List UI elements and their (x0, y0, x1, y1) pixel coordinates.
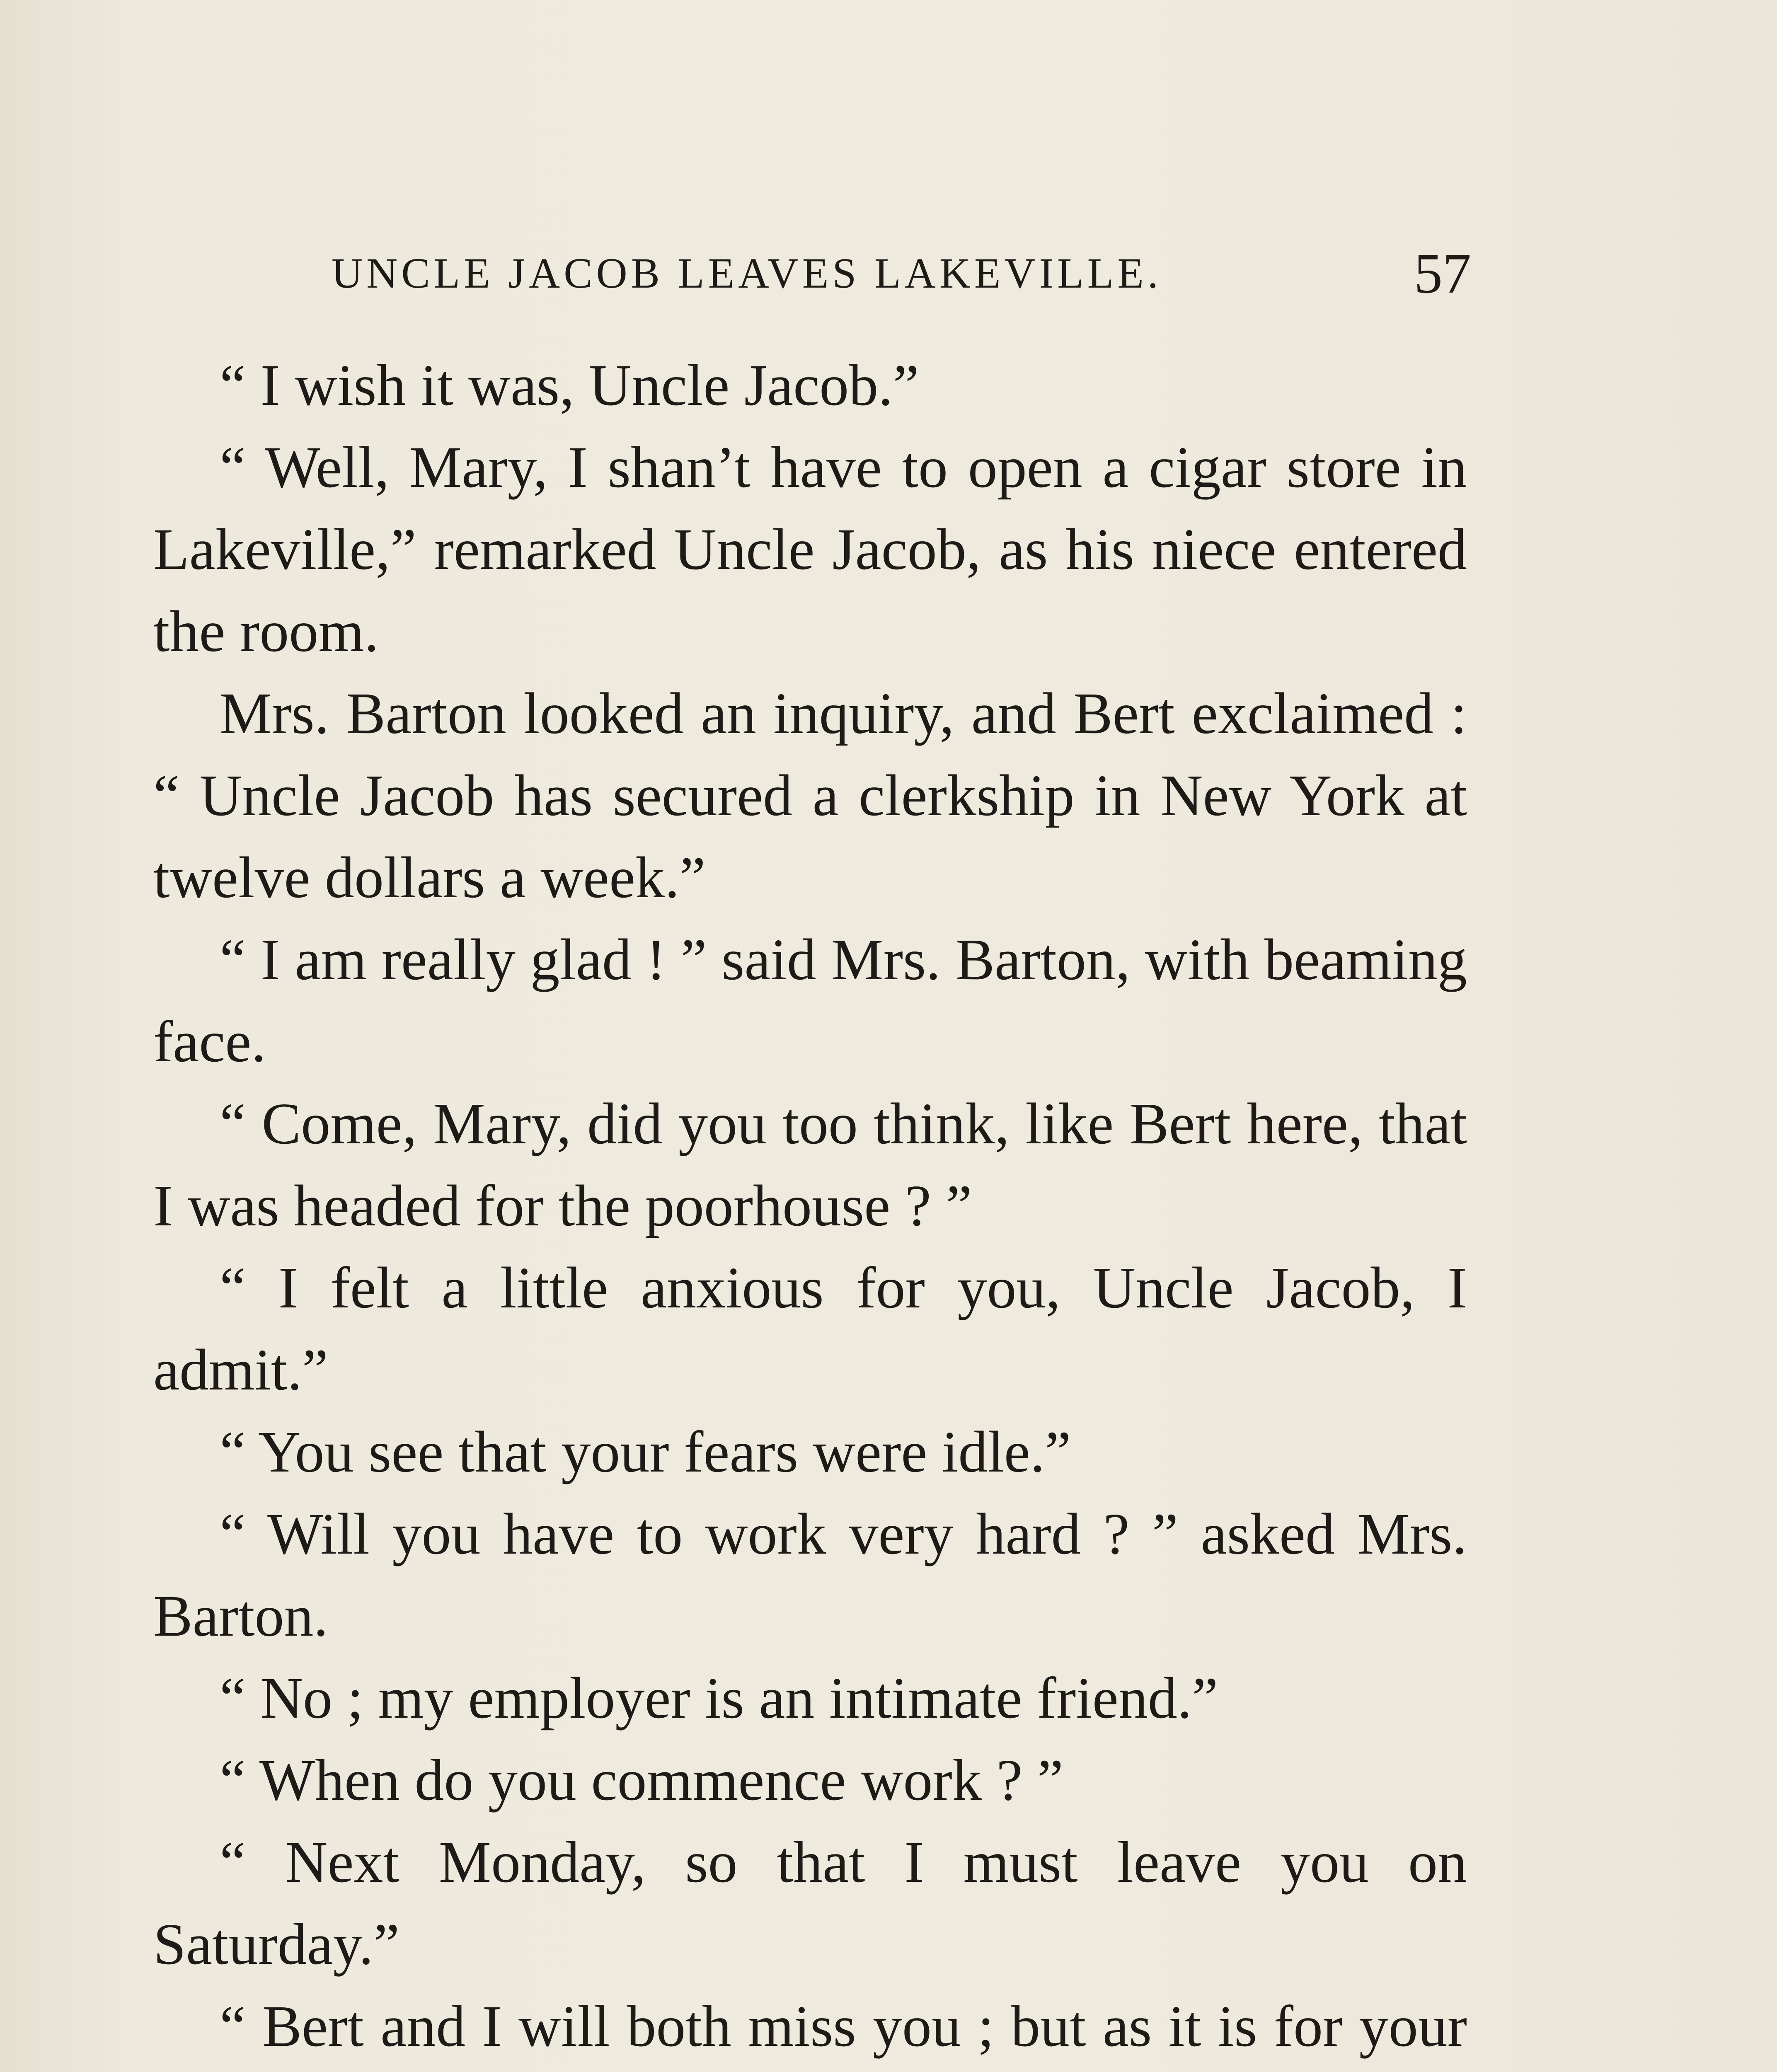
paragraph: “ No ; my employer is an intimate friend.” (220, 1665, 1218, 1731)
paragraph: “ You see that your fears were idle.” (220, 1419, 1071, 1484)
paragraph: “ I felt a little anxious for you, Uncle Jacob, I admit.” (153, 1255, 1467, 1402)
running-head: UNCLE JACOB LEAVES LAKEVILLE. (332, 249, 1162, 297)
paragraph: Mrs. Barton looked an inquiry, and Bert exclaimed : “ Uncle Jacob has secured a clerkship in New York at twelve dollars a week.” (153, 680, 1467, 910)
paragraph: “ Well, Mary, I shan’t have to open a cigar store in Lakeville,” remarked Uncle Jacob, as his niece entered the room. (153, 434, 1467, 664)
paragraph: “ Bert and I will both miss you ; but as it is for your (220, 1993, 1467, 2059)
paragraph: “ I am really glad ! ” said Mrs. Barton, with beaming face. (153, 927, 1467, 1074)
paragraph: “ When do you commence work ? ” (220, 1747, 1063, 1813)
paragraph: “ Will you have to work very hard ? ” asked Mrs. Barton. (153, 1501, 1467, 1648)
paragraph: “ I wish it was, Uncle Jacob.” (220, 352, 919, 418)
paragraph: “ Come, Mary, did you too think, like Bert here, that I was headed for the poorhouse ? ” (153, 1091, 1467, 1238)
paragraph: “ Next Monday, so that I must leave you on Saturday.” (153, 1829, 1467, 1977)
page-header (149, 240, 1471, 307)
body-text (153, 344, 1467, 2072)
page-number: 57 (1414, 242, 1471, 305)
